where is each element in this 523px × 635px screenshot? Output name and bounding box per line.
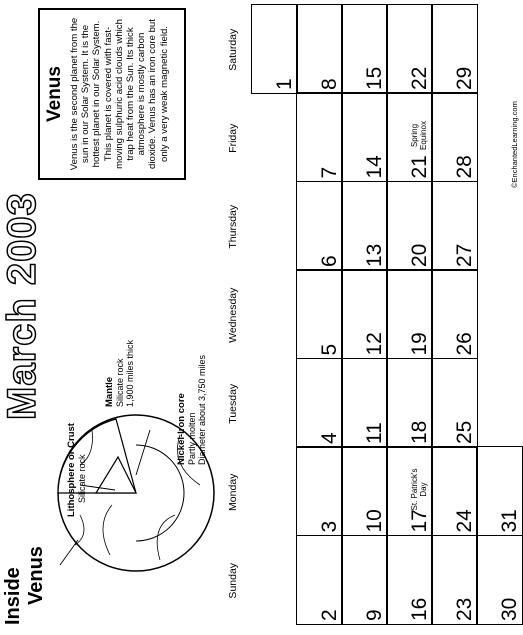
day-number: 6 [317, 255, 341, 267]
day-number: 15 [362, 66, 386, 90]
day-cell[interactable] [386, 358, 433, 448]
layer-crust-detail: Silicate rock [77, 454, 87, 503]
day-cell[interactable] [296, 93, 343, 183]
day-cell[interactable] [431, 93, 478, 183]
day-cell[interactable] [386, 535, 433, 625]
day-cell[interactable] [341, 4, 388, 94]
day-event-note: Spring Equinox [409, 121, 428, 150]
day-cell[interactable] [386, 181, 433, 271]
day-header-tuesday: Tuesday [227, 383, 239, 424]
day-number: 31 [497, 509, 521, 533]
day-number: 13 [362, 243, 386, 267]
day-cell[interactable] [341, 181, 388, 271]
day-number: 21 [407, 155, 431, 179]
day-cell[interactable] [341, 447, 388, 537]
day-number: 11 [362, 422, 386, 444]
day-cell[interactable] [341, 270, 388, 360]
info-heading: Venus [44, 66, 65, 122]
day-cell[interactable] [386, 93, 433, 183]
layer-mantle-detail1: Silicate rock [115, 358, 125, 407]
day-cell[interactable] [296, 358, 343, 448]
layer-mantle-detail2: 1,900 miles thick [125, 339, 135, 407]
day-cell[interactable] [476, 447, 523, 537]
layer-crust-name: Lithosphere or Crust [66, 423, 77, 517]
day-number: 19 [407, 332, 431, 356]
day-header-wednesday: Wednesday [227, 287, 239, 343]
day-cell[interactable] [431, 358, 478, 448]
day-number: 10 [362, 509, 386, 533]
day-cell[interactable] [431, 535, 478, 625]
day-number: 12 [362, 332, 386, 356]
day-cell[interactable] [296, 270, 343, 360]
day-number: 20 [407, 243, 431, 267]
day-header-saturday: Saturday [227, 28, 239, 71]
day-cell[interactable] [476, 535, 523, 625]
day-cell[interactable] [386, 4, 433, 94]
layer-core-detail2: Diameter about 3,750 miles [197, 354, 207, 465]
day-number: 23 [452, 597, 476, 621]
day-number: 30 [497, 597, 521, 621]
day-number: 22 [407, 66, 431, 90]
day-number: 25 [452, 420, 476, 444]
day-header-monday: Monday [227, 473, 239, 511]
day-number: 26 [452, 332, 476, 356]
day-cell[interactable] [386, 447, 433, 537]
day-event-note: St. Patrick's Day [409, 468, 428, 511]
day-header-thursday: Thursday [227, 204, 239, 249]
day-number: 27 [452, 243, 476, 267]
day-number: 17 [407, 509, 431, 533]
day-header-sunday: Sunday [227, 562, 239, 599]
day-cell[interactable] [431, 447, 478, 537]
day-number: 3 [317, 520, 341, 533]
page-title: March 2003 [0, 192, 44, 420]
day-cell[interactable] [341, 535, 388, 625]
day-cell[interactable] [296, 181, 343, 271]
day-cell[interactable] [431, 4, 478, 94]
day-cell[interactable] [431, 181, 478, 271]
day-number: 9 [362, 609, 386, 621]
layer-mantle-label [104, 340, 135, 407]
layer-core-name: Nickel-Iron core [176, 393, 187, 465]
day-number: 14 [362, 155, 386, 179]
day-number: 29 [452, 66, 476, 90]
day-number: 7 [317, 166, 341, 179]
day-cell[interactable] [341, 93, 388, 183]
day-cell[interactable] [296, 447, 343, 537]
day-number: 5 [317, 343, 341, 356]
day-number: 24 [452, 509, 476, 533]
day-header-friday: Friday [227, 123, 239, 153]
day-cell[interactable] [341, 358, 388, 448]
day-number: 4 [317, 432, 341, 444]
day-cell[interactable] [251, 4, 298, 94]
diagram-heading-line2: Venus [25, 546, 47, 605]
layer-core-detail1: Partly molten [187, 412, 197, 465]
day-number: 2 [317, 609, 341, 621]
day-cell[interactable] [386, 270, 433, 360]
day-number: 8 [317, 78, 341, 90]
info-text: Venus is the second planet from the sun in our Solar System. It is the hottest planet in our Solar System. This planet is covered with fast-moving sulphuric acid clouds which trap heat from the Sun. Its thick atmosphere is mostly carbon dioxide. Venus has an iron core but only a very weak magnetic field. [69, 17, 170, 171]
day-number: 28 [452, 155, 476, 179]
credit-text: ©EnchantedLearning.com [510, 101, 519, 188]
day-cell[interactable] [296, 4, 343, 94]
day-number: 16 [407, 597, 431, 621]
diagram-heading-line1: Inside [2, 567, 24, 625]
layer-core-label [176, 355, 207, 465]
day-cell[interactable] [296, 535, 343, 625]
calendar-grid [215, 0, 523, 635]
day-cell[interactable] [431, 270, 478, 360]
layer-crust-label [66, 423, 87, 517]
venus-info-box [38, 8, 186, 180]
layer-mantle-name: Mantle [104, 376, 115, 407]
day-number: 18 [407, 420, 431, 444]
day-number: 1 [272, 78, 296, 90]
